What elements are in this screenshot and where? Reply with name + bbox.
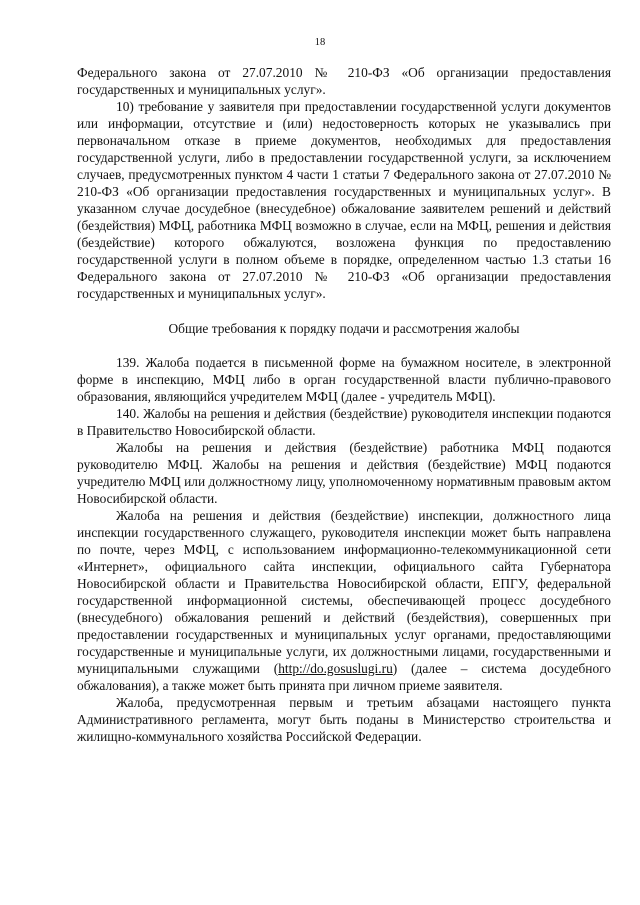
paragraph-mfc-complaints: Жалобы на решения и действия (бездействие) работника МФЦ подаются руководителю МФЦ. Жалобы на решения и действия (бездействие) МФЦ подаются учредителю МФЦ или должностному лицу, уполномоченному нормативным правовым актом Новосибирской области. [77, 440, 611, 506]
complaint-text-before-link: Жалоба на решения и действия (бездействие) инспекции, должностного лица инспекции государственного служащего, руководителя инспекции может быть направлена по почте, через МФЦ, с использованием информационно-телекоммуникационной сети «Интернет», официального сайта инспекции, официального сайта Губернатора Новосибирской области и Правительства Новосибирской области, ЕПГУ, федеральной государственной информационной системы, обеспечивающей процесс досудебного (внесудебного) обжалования решений и действий (бездействия), совершенных при предоставлении государственных и муниципальных услуг органами, предоставляющими государственные и муниципальные услуги, их должностными лицами, государственными и муниципальными служащими ( [77, 508, 611, 676]
paragraph-139: 139. Жалоба подается в письменной форме на бумажном носителе, в электронной форме в инспекцию, МФЦ либо в орган государственной власти публично-правового образования, являющийся учредителем МФЦ (далее - учредитель МФЦ). [77, 355, 611, 404]
paragraph-140: 140. Жалобы на решения и действия (бездействие) руководителя инспекции подаются в Правительство Новосибирской области. [77, 406, 611, 438]
document-body [77, 64, 611, 745]
section-heading: Общие требования к порядку подачи и рассмотрения жалобы [168, 321, 520, 336]
gosuslugi-link[interactable]: http://do.gosuslugi.ru [278, 661, 393, 676]
paragraph-item-10: 10) требование у заявителя при предоставлении государственной услуги документов или информации, отсутствие и (или) недостоверность которых не указывались при первоначальном отказе в приеме документов, необходимых для предоставления государственной услуги, либо в предоставлении государственной услуги, за исключением случаев, предусмотренных пунктом 4 части 1 статьи 7 Федерального закона от 27.07.2010 № 210-ФЗ «Об организации предоставления государственных и муниципальных услуг». В указанном случае досудебное (внесудебное) обжалование заявителем решений и действий (бездействия) МФЦ, работника МФЦ возможно в случае, если на МФЦ, решения и действия (бездействие) которого обжалуются, возложена функция по предоставлению государственной услуги в полном объеме в порядке, определенном частью 1.3 статьи 16 Федерального закона от 27.07.2010 № 210-ФЗ «Об организации предоставления государственных и муниципальных услуг». [77, 99, 611, 301]
page-number: 18 [314, 37, 326, 48]
paragraph-complaint-channels [77, 507, 611, 694]
paragraph-law-reference: Федерального закона от 27.07.2010 № 210-ФЗ «Об организации предоставления государственных и муниципальных услуг». [77, 65, 611, 97]
complaint-text-after-link: ) (далее – система досудебного обжалования), а также может быть принята при личном приеме заявителя. [77, 661, 612, 693]
paragraph-ministry: Жалоба, предусмотренная первым и третьим абзацами настоящего пункта Административного регламента, могут быть поданы в Министерство строительства и жилищно-коммунального хозяйства Российской Федерации. [77, 695, 611, 744]
